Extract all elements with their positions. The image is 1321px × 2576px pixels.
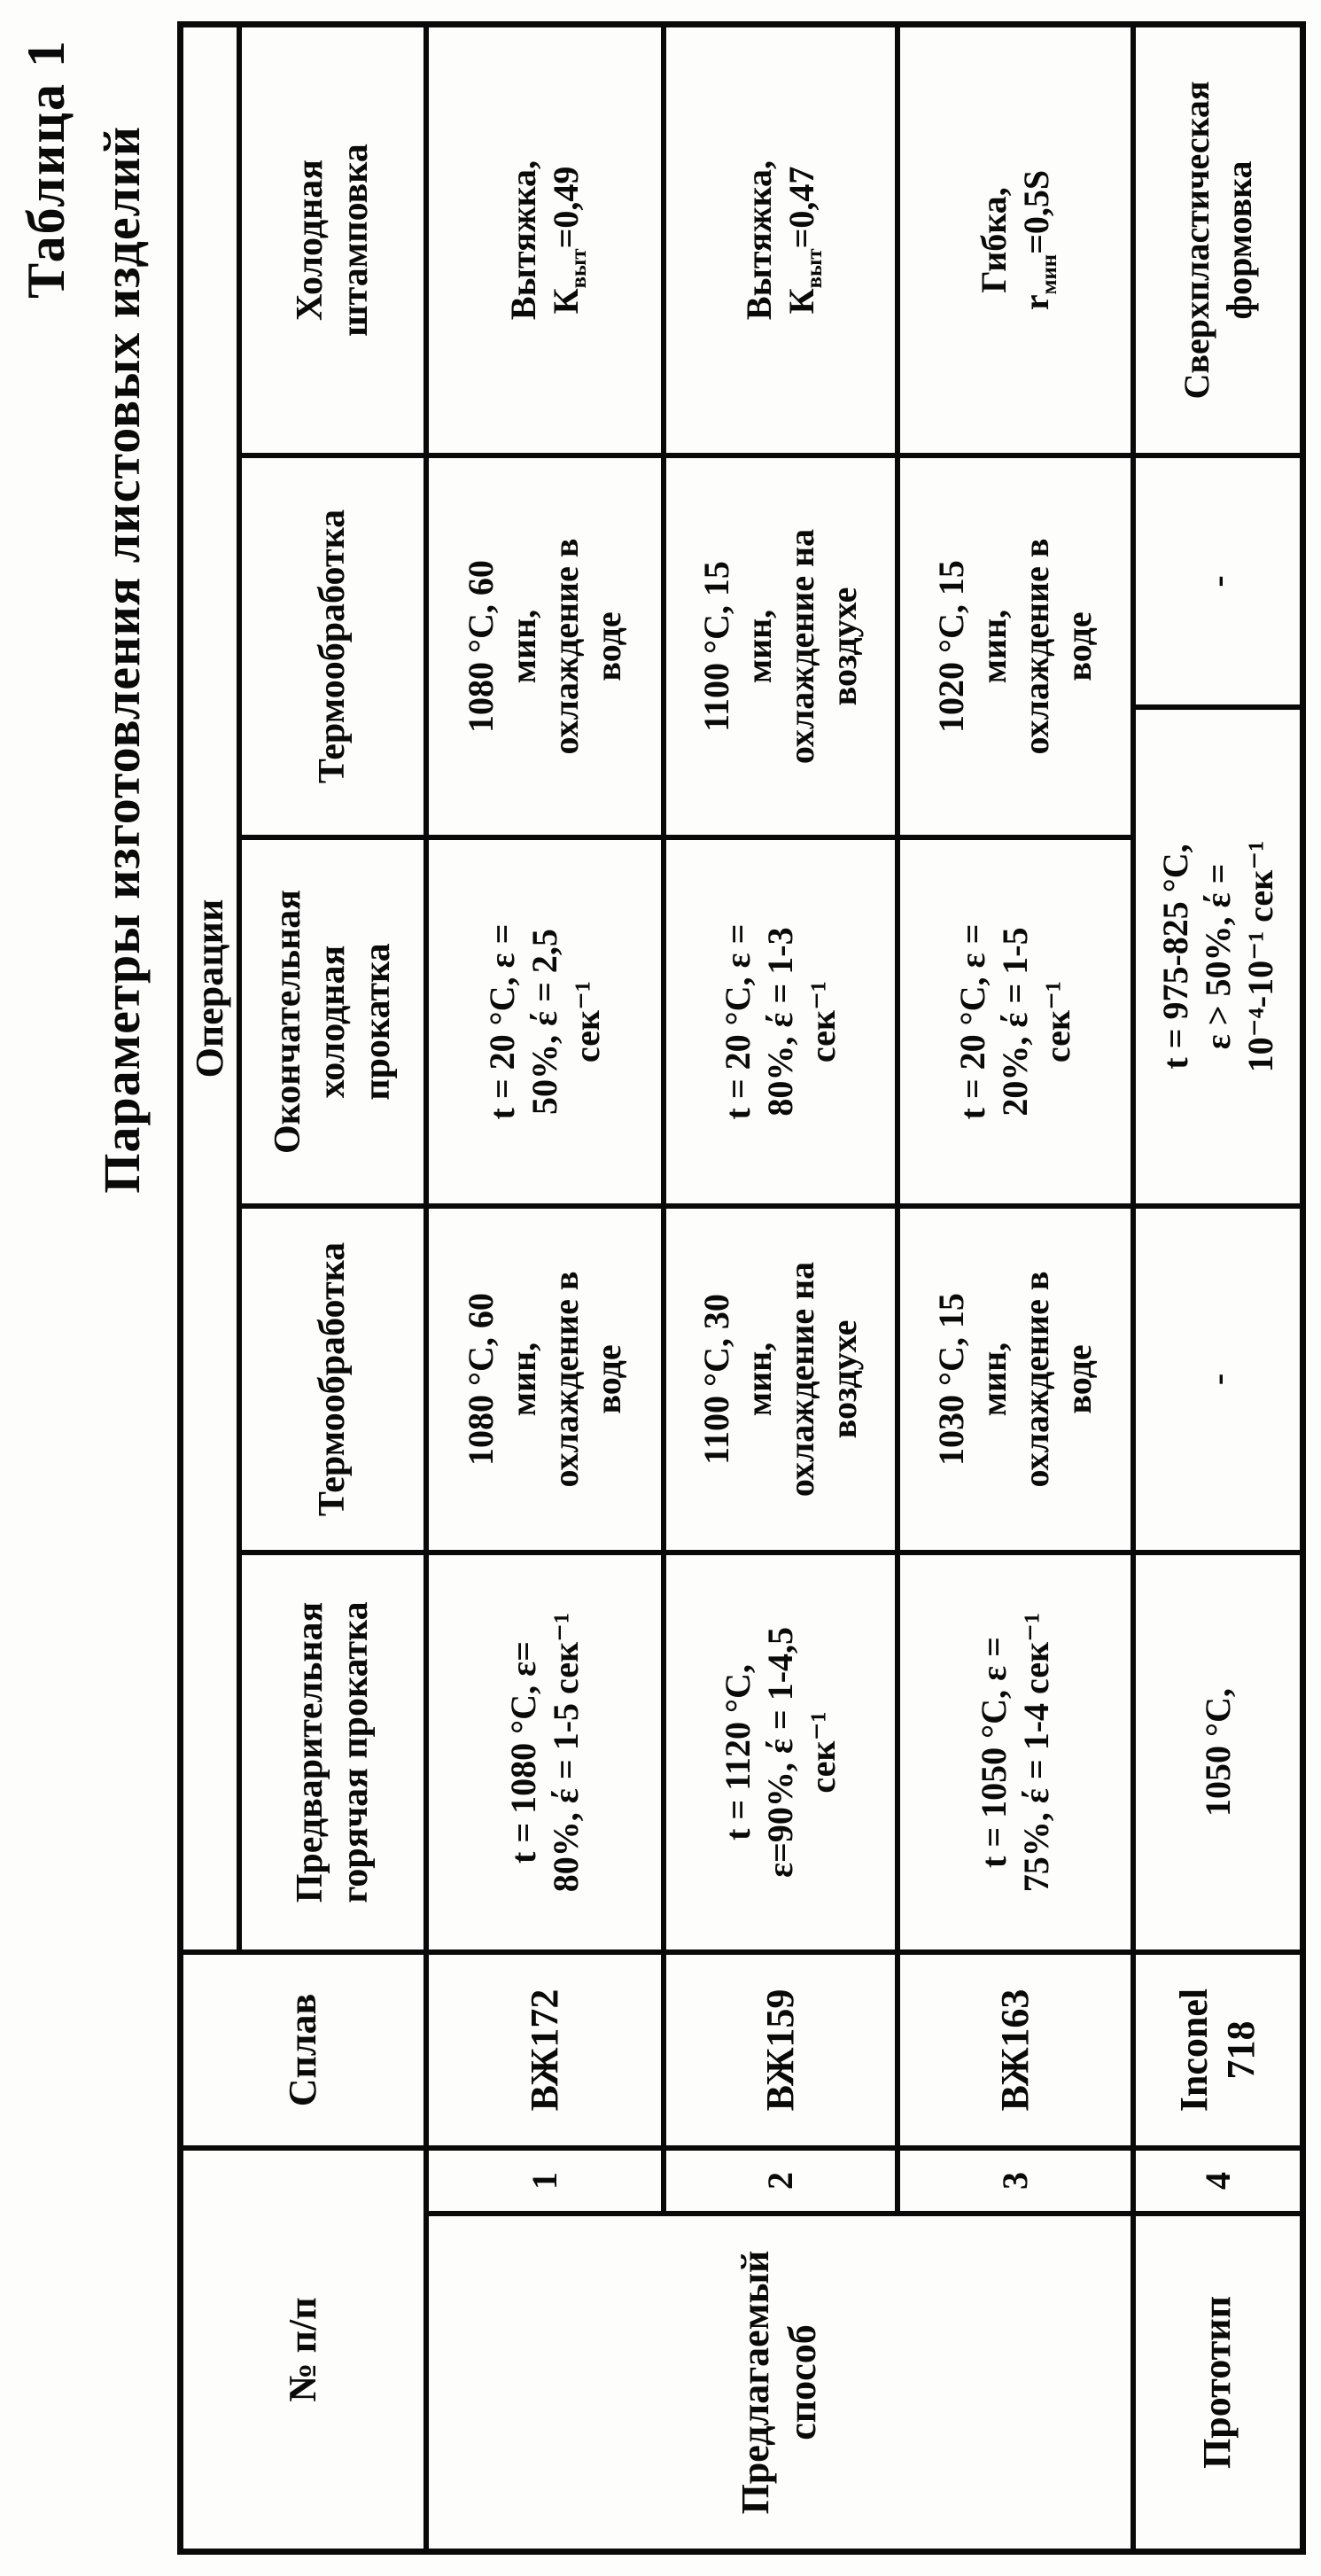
group-proposed-method: Предлагаемый способ: [429, 2216, 1131, 2549]
group-prototype: Прототип: [1136, 2216, 1300, 2549]
header-op-cold-stamping: Холодная штамповка: [242, 27, 423, 453]
cell-pre-rolling-row4: 1050 °С,: [1136, 1555, 1300, 1950]
cell-pre-rolling-row1: t = 1080 °С, ε= 80%, έ = 1-5 сек⁻¹: [429, 1555, 661, 1950]
cell-final-rolling-row3: t = 20 °С, ε = 20%, έ = 1-5 сек⁻¹: [900, 840, 1131, 1203]
stamping-coefficient: $К_{выт}=0,49$: [546, 166, 591, 315]
table-number-label: Таблица 1: [17, 39, 75, 299]
cell-alloy-row2: ВЖ159: [666, 1955, 895, 2145]
stamping-operation: Гибка,: [974, 187, 1014, 293]
cell-stamping-row1: [429, 27, 661, 453]
row-number-2: 2: [666, 2151, 895, 2211]
cell-heat1-row3: 1030 °С, 15 мин, охлаждение в воде: [900, 1209, 1131, 1550]
stamping-operation: Сверхпластическая формовка: [1176, 81, 1259, 400]
header-operations: Операции: [183, 27, 237, 1950]
cell-final-rolling-row4: t = 975-825 °С, ε > 50%, έ = 10⁻⁴-10⁻¹ сек⁻¹: [1136, 710, 1300, 1203]
cell-heat1-row1: 1080 °С, 60 мин, охлаждение в воде: [429, 1209, 661, 1550]
cell-final-rolling-row1: t = 20 °С, ε = 50%, έ = 2,5 сек⁻¹: [429, 840, 661, 1203]
stamping-coefficient: $r_{мин}=0,5S$: [1016, 169, 1061, 311]
cell-final-rolling-row2: t = 20 °С, ε = 80%, έ = 1-3 сек⁻¹: [666, 840, 895, 1203]
parameters-table: [177, 21, 1306, 2555]
header-op-heat-treatment-1: Термообработка: [242, 1209, 423, 1550]
cell-alloy-row3: ВЖ163: [900, 1955, 1131, 2145]
stamping-coefficient: $К_{выт}=0,47$: [781, 166, 827, 315]
row-number-1: 1: [429, 2151, 661, 2211]
cell-heat2-row2: 1100 °С, 15 мин, охлаждение на воздухе: [666, 458, 895, 835]
cell-stamping-row3: [900, 27, 1131, 453]
header-row-number: № п/п: [183, 2151, 423, 2549]
cell-final-and-heat2-row4: [1136, 458, 1300, 1203]
row-number-4: 4: [1136, 2151, 1300, 2211]
cell-heat1-row4: -: [1136, 1209, 1300, 1550]
cell-alloy-row4: Inconel 718: [1136, 1955, 1300, 2145]
cell-heat2-row3: 1020 °С, 15 мин, охлаждение в воде: [900, 458, 1131, 835]
header-op-heat-treatment-2: Термообработка: [242, 458, 423, 835]
cell-stamping-row2: [666, 27, 895, 453]
cell-alloy-row1: ВЖ172: [429, 1955, 661, 2145]
row-number-3: 3: [900, 2151, 1131, 2211]
cell-heat2-row1: 1080 °С, 60 мин, охлаждение в воде: [429, 458, 661, 835]
stamping-operation: Вытяжка,: [503, 160, 543, 321]
cell-heat2-row4: -: [1136, 458, 1300, 704]
cell-pre-rolling-row3: t = 1050 °С, ε = 75%, έ = 1-4 сек⁻¹: [900, 1555, 1131, 1950]
table-caption: Параметры изготовления листовых изделий: [93, 126, 151, 1194]
header-alloy: Сплав: [183, 1955, 423, 2145]
cell-stamping-row4: [1136, 27, 1300, 453]
header-op-final-cold-rolling: Окончательная холодная прокатка: [242, 840, 423, 1203]
stamping-operation: Вытяжка,: [739, 160, 779, 321]
cell-pre-rolling-row2: t = 1120 °С, ε=90%, έ = 1-4,5 сек⁻¹: [666, 1555, 895, 1950]
cell-heat1-row2: 1100 °С, 30 мин, охлаждение на воздухе: [666, 1209, 895, 1550]
header-op-preliminary-hot-rolling: Предварительная горячая прокатка: [242, 1555, 423, 1950]
